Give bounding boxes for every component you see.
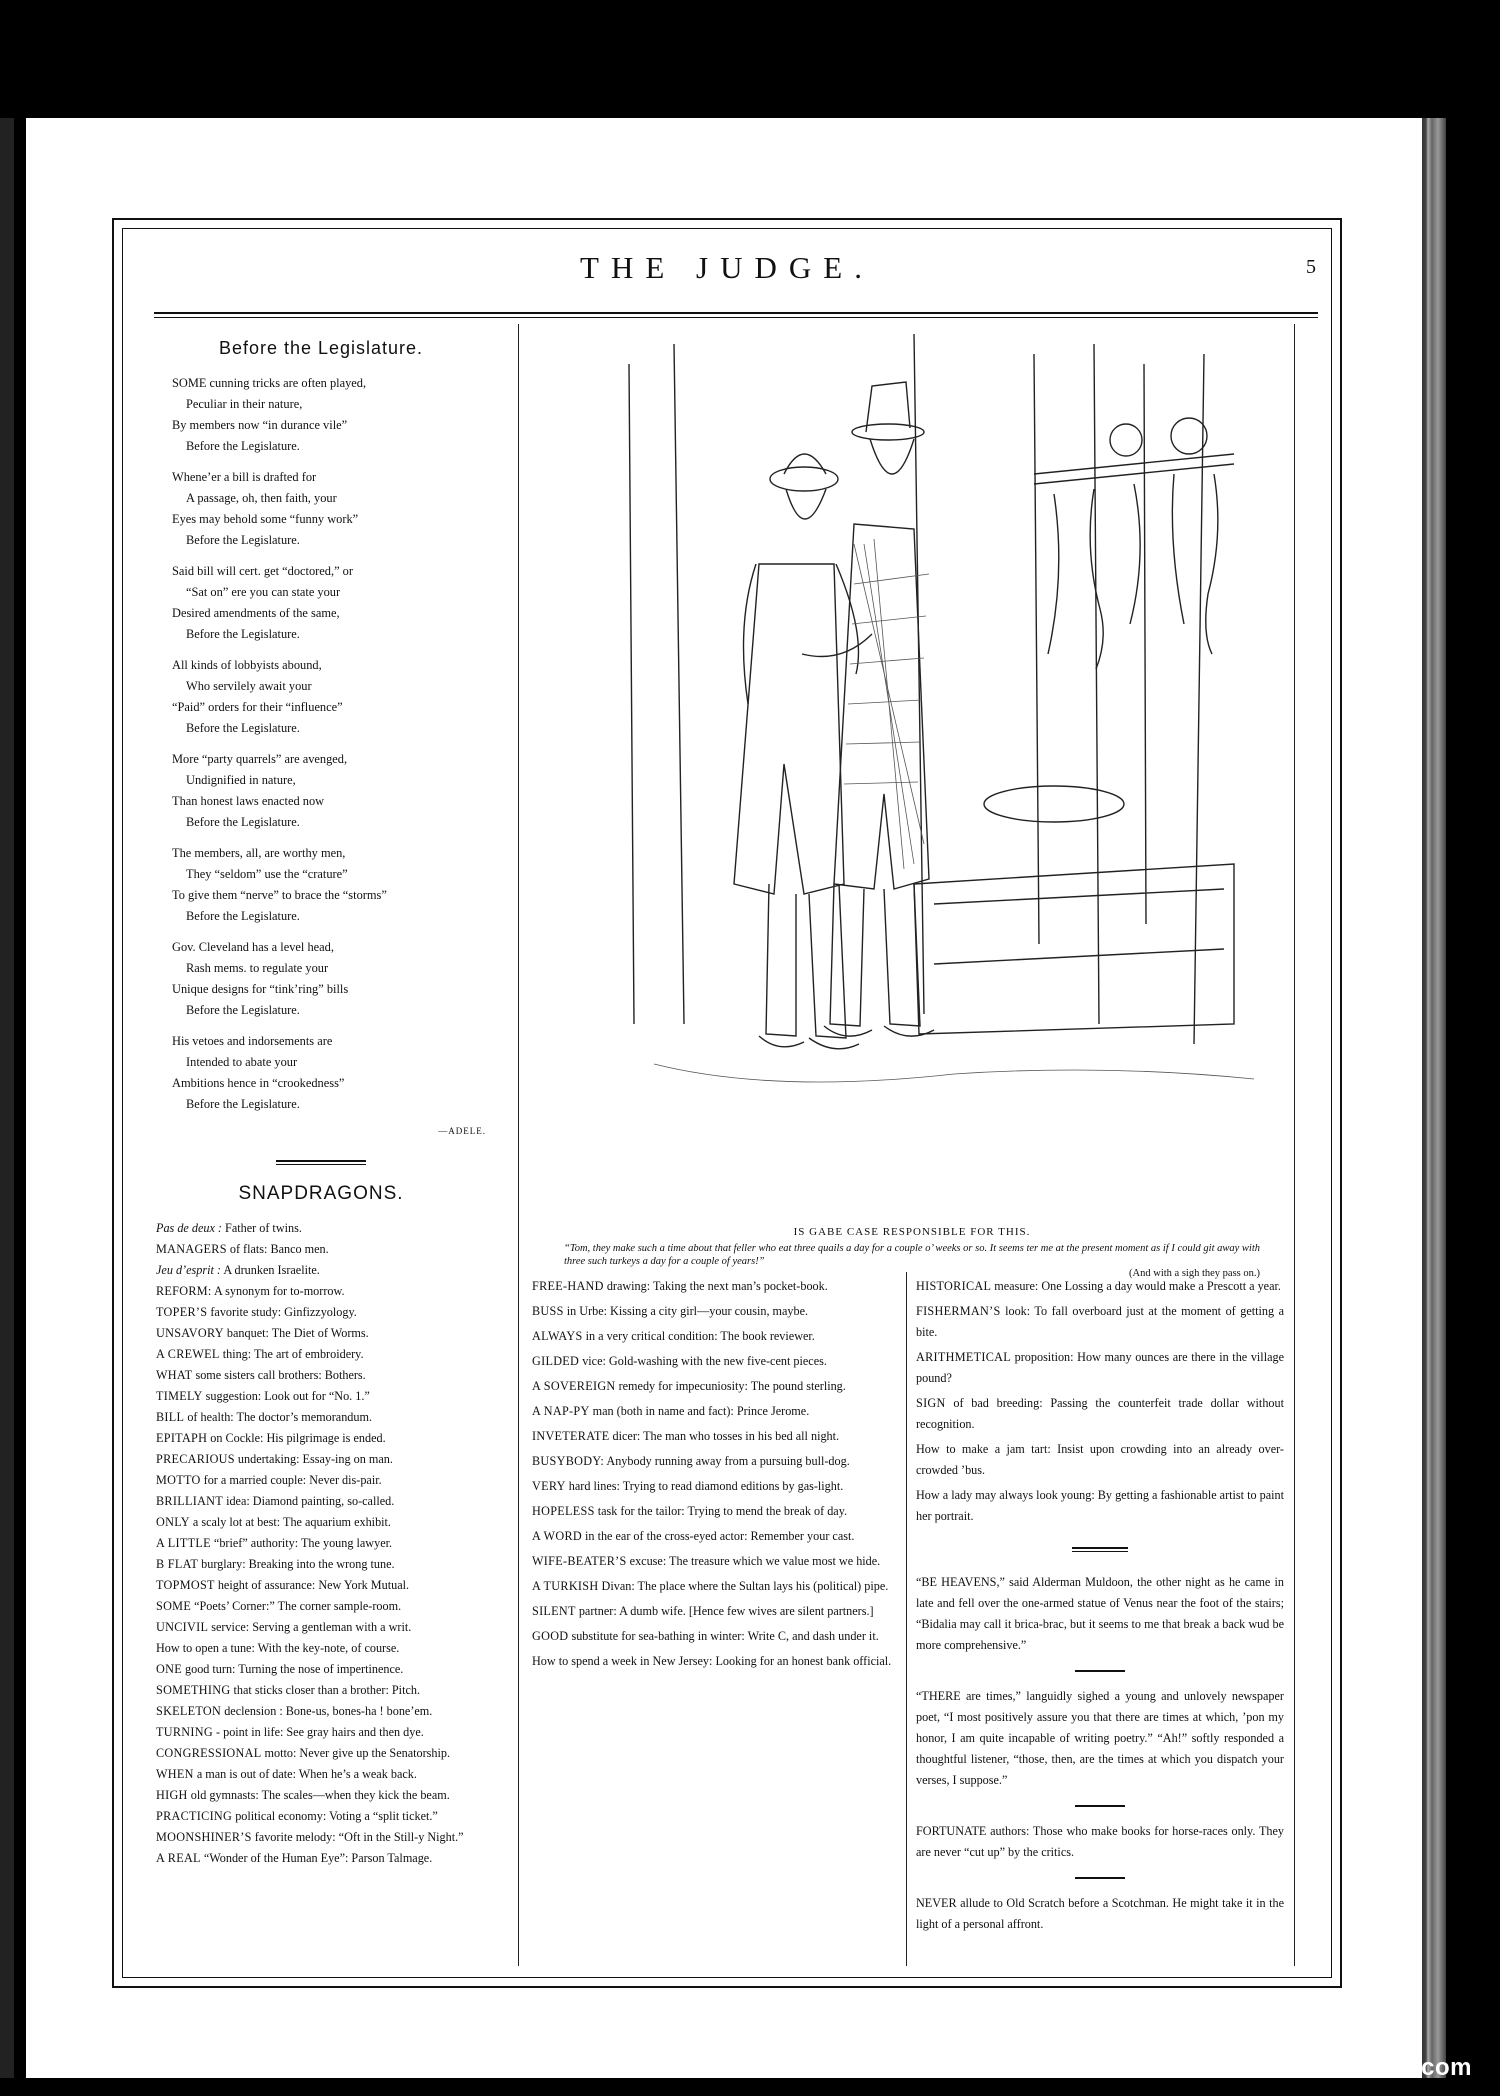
separator-rule xyxy=(1075,1805,1125,1807)
poem-line: More “party quarrels” are avenged, xyxy=(172,752,348,766)
joke-item xyxy=(532,1376,896,1397)
item-text: of flats: Banco men. xyxy=(226,1242,329,1256)
poem-line: Intended to abate your xyxy=(186,1055,298,1069)
item-lead: B FLAT xyxy=(156,1557,199,1571)
item-lead: ONE xyxy=(156,1662,182,1676)
item-lead: HISTORICAL xyxy=(916,1279,992,1293)
item-text: “Wonder of the Human Eye”: Parson Talmage. xyxy=(200,1851,433,1865)
middle-column xyxy=(532,1276,896,1676)
poem-line: Desired amendments of the same, xyxy=(172,606,340,620)
caption-title: IS GABE CASE RESPONSIBLE FOR THIS. xyxy=(793,1226,1031,1238)
poem-line: Peculiar in their nature, xyxy=(186,397,303,411)
item-text: idea: Diamond painting, so-called. xyxy=(223,1494,395,1508)
poem-line: All kinds of lobbyists abound, xyxy=(172,658,322,672)
joke-item xyxy=(156,1533,486,1554)
item-text: “brief” authority: The young lawyer. xyxy=(210,1536,393,1550)
item-text: in a very critical condition: The book reviewer. xyxy=(582,1329,815,1343)
item-lead: CONGRESSIONAL xyxy=(156,1746,262,1760)
poem-line: Before the Legislature. xyxy=(186,815,300,829)
poem-title: Before the Legislature. xyxy=(218,338,424,358)
item-text: old gymnasts: The scales—when they kick the beam. xyxy=(187,1788,450,1802)
joke-item xyxy=(156,1785,486,1806)
column-rule-2 xyxy=(906,1272,907,1966)
joke-item xyxy=(156,1554,486,1575)
item-lead: HOPELESS xyxy=(532,1504,595,1518)
item-lead: SKELETON xyxy=(156,1704,222,1718)
item-lead: TOPMOST xyxy=(156,1578,215,1592)
item-lead: PRACTICING xyxy=(156,1809,233,1823)
item-text: thing: The art of embroidery. xyxy=(219,1347,364,1361)
poem-line: His vetoes and indorsements are xyxy=(172,1034,333,1048)
joke-item xyxy=(156,1470,486,1491)
item-text: hard lines: Trying to read diamond editions by gas-light. xyxy=(565,1479,844,1493)
never-allude: NEVER allude to Old Scratch before a Scotchman. He might take it in the light of a personal affront. xyxy=(916,1896,1284,1931)
item-lead: SOMETHING xyxy=(156,1683,231,1697)
separator-rule xyxy=(276,1160,366,1165)
item-lead: SOME xyxy=(156,1599,192,1613)
item-text: political economy: Voting a “split ticket.” xyxy=(232,1809,438,1823)
item-text: measure: One Lossing a day would make a Prescott a year. xyxy=(991,1279,1281,1293)
joke-item xyxy=(156,1764,486,1785)
joke-item xyxy=(156,1281,486,1302)
item-lead: WHEN xyxy=(156,1767,194,1781)
joke-item xyxy=(916,1439,1284,1481)
joke-item xyxy=(156,1743,486,1764)
poem-line: Before the Legislature. xyxy=(186,909,300,923)
poem-line: Before the Legislature. xyxy=(186,439,300,453)
item-text: Father of twins. xyxy=(222,1221,302,1235)
joke-item xyxy=(156,1722,486,1743)
poem-stanza xyxy=(172,843,486,927)
item-lead: ONLY xyxy=(156,1515,190,1529)
item-lead: GOOD xyxy=(532,1629,569,1643)
joke-item xyxy=(156,1575,486,1596)
joke-item xyxy=(532,1301,896,1322)
item-lead: How xyxy=(916,1442,940,1456)
item-lead: WIFE-BEATER’S xyxy=(532,1554,627,1568)
poem-line: Rash mems. to regulate your xyxy=(186,961,329,975)
item-text: undertaking: Essay-ing on man. xyxy=(234,1452,393,1466)
poem-stanza xyxy=(172,561,486,645)
item-lead: UNSAVORY xyxy=(156,1326,224,1340)
joke-item xyxy=(156,1806,486,1827)
item-lead: How xyxy=(156,1641,180,1655)
item-text: a lady may always look young: By getting a fashionable artist to paint her portrait. xyxy=(916,1488,1284,1523)
joke-item xyxy=(156,1512,486,1533)
page-number: 5 xyxy=(1306,256,1316,278)
item-lead: Pas de deux : xyxy=(156,1221,222,1235)
item-text: declension : Bone-us, bones-ha ! bone’em. xyxy=(221,1704,433,1718)
joke-item xyxy=(156,1617,486,1638)
item-text: a man is out of date: When he’s a weak back. xyxy=(193,1767,417,1781)
item-lead: Jeu d’esprit : xyxy=(156,1263,221,1277)
item-text: in the ear of the cross-eyed actor: Remember your cast. xyxy=(582,1529,855,1543)
right-column xyxy=(916,1276,1284,1935)
poem-body xyxy=(156,373,486,1115)
item-lead: A SOVEREIGN xyxy=(532,1379,616,1393)
poem-line: Before the Legislature. xyxy=(186,721,300,735)
item-lead: HIGH xyxy=(156,1788,188,1802)
item-lead: UNCIVIL xyxy=(156,1620,209,1634)
item-text: task for the tailor: Trying to mend the break of day. xyxy=(594,1504,848,1518)
column-rule-right xyxy=(1294,324,1295,1966)
item-text: Divan: The place where the Sultan lays his (political) pipe. xyxy=(598,1579,889,1593)
separator-rule xyxy=(1075,1877,1125,1879)
joke-item xyxy=(916,1276,1284,1297)
joke-item xyxy=(532,1526,896,1547)
joke-item xyxy=(156,1491,486,1512)
snapdragons-list xyxy=(156,1218,486,1869)
joke-item xyxy=(156,1638,486,1659)
poem-line: Who servilely await your xyxy=(186,679,312,693)
joke-item xyxy=(156,1659,486,1680)
item-text: burglary: Breaking into the wrong tune. xyxy=(198,1557,395,1571)
masthead-title: THE JUDGE. xyxy=(580,250,874,285)
joke-item xyxy=(532,1551,896,1572)
joke-item xyxy=(156,1848,486,1869)
item-text: some sisters call brothers: Bothers. xyxy=(192,1368,366,1382)
item-text: A synonym for to-morrow. xyxy=(211,1284,345,1298)
joke-item xyxy=(916,1301,1284,1343)
poem-line: The members, all, are worthy men, xyxy=(172,846,346,860)
joke-item xyxy=(532,1276,896,1297)
muldoon-anecdote: “BE HEAVENS,” said Alderman Muldoon, the other night as he came in late and fell over the one-armed statue of Venus near the foot of the stairs; “Bidalia may call it brica-brac, but it seems to me that break a back wud be more comprehensive.” xyxy=(916,1575,1284,1652)
joke-item xyxy=(532,1326,896,1347)
joke-item xyxy=(156,1407,486,1428)
item-text: proposition: How many ounces are there in the village pound? xyxy=(916,1350,1284,1385)
snapdragons-title: SNAPDRAGONS. xyxy=(238,1183,404,1204)
joke-item xyxy=(156,1344,486,1365)
poem-line: Undignified in nature, xyxy=(186,773,296,787)
joke-item xyxy=(532,1451,896,1472)
item-text: to make a jam tart: Insist upon crowding into an already over-crowded ’bus. xyxy=(916,1442,1284,1477)
joke-item xyxy=(532,1426,896,1447)
item-lead: REFORM: xyxy=(156,1284,212,1298)
joke-item xyxy=(532,1501,896,1522)
item-text: of health: The doctor’s memorandum. xyxy=(184,1410,373,1424)
item-text: height of assurance: New York Mutual. xyxy=(214,1578,410,1592)
joke-item xyxy=(156,1701,486,1722)
item-text: for a married couple: Never dis-pair. xyxy=(200,1473,382,1487)
item-lead: ALWAYS xyxy=(532,1329,583,1343)
item-lead: INVETERATE xyxy=(532,1429,610,1443)
cartoon-caption xyxy=(534,1226,1290,1279)
joke-item xyxy=(156,1428,486,1449)
poem-line: Eyes may behold some “funny work” xyxy=(172,512,359,526)
poem-line: By members now “in durance vile” xyxy=(172,418,348,432)
item-text: vice: Gold-washing with the new five-cent pieces. xyxy=(579,1354,827,1368)
item-lead: FREE-HAND xyxy=(532,1279,604,1293)
item-lead: MOTTO xyxy=(156,1473,201,1487)
item-text: - point in life: See gray hairs and then dye. xyxy=(212,1725,424,1739)
item-text: partner: A dumb wife. [Hence few wives are silent partners.] xyxy=(575,1604,874,1618)
caption-aside: (And with a sigh they pass on.) xyxy=(1129,1268,1260,1279)
caption-quote: “Tom, they make such a time about that feller who eat three quails a day for a couple o’ weeks or so. It seems ter me at the present moment as if I could git away with three such turkeys a day for a couple of years!” xyxy=(564,1243,1260,1267)
joke-item xyxy=(156,1596,486,1617)
joke-item xyxy=(532,1351,896,1372)
item-lead: ARITHMETICAL xyxy=(916,1350,1011,1364)
left-column xyxy=(156,330,486,1869)
poem-stanza xyxy=(172,1031,486,1115)
poem-line: They “seldom” use the “crature” xyxy=(186,867,348,881)
poem-line: A passage, oh, then faith, your xyxy=(186,491,337,505)
poem-line: Unique designs for “tink’ring” bills xyxy=(172,982,349,996)
separator-rule xyxy=(1072,1547,1128,1552)
item-text: to open a tune: With the key-note, of course. xyxy=(179,1641,400,1655)
item-text: excuse: The treasure which we value most we hide. xyxy=(626,1554,881,1568)
item-text: to spend a week in New Jersey: Looking for an honest bank official. xyxy=(555,1654,892,1668)
item-lead: MANAGERS xyxy=(156,1242,227,1256)
item-text: A drunken Israelite. xyxy=(220,1263,320,1277)
joke-item xyxy=(916,1347,1284,1389)
joke-item xyxy=(156,1323,486,1344)
separator-rule xyxy=(1075,1670,1125,1672)
poet-anecdote: “THERE are times,” languidly sighed a young and unlovely newspaper poet, “I most positively assure you that there are times at which, ’pon my honor, I am quite incapable of writing poetry.” “Ah!” softly responded a thoughtful listener, “those, then, are the times at which you dispatch your verses, I suppose.” xyxy=(916,1689,1284,1787)
item-lead: How xyxy=(532,1654,556,1668)
left-page-edge xyxy=(0,118,14,2078)
item-text: banquet: The Diet of Worms. xyxy=(223,1326,369,1340)
poem-stanza xyxy=(172,467,486,551)
joke-item xyxy=(156,1680,486,1701)
cartoon-drawing xyxy=(534,324,1290,1104)
poem-stanza xyxy=(172,937,486,1021)
item-lead: WHAT xyxy=(156,1368,193,1382)
poem-line: Before the Legislature. xyxy=(186,1003,300,1017)
watermark-text: comicbooks.com xyxy=(1268,2054,1472,2081)
joke-item xyxy=(916,1393,1284,1435)
item-lead: TIMELY xyxy=(156,1389,203,1403)
item-text: good turn: Turning the nose of impertinence. xyxy=(181,1662,404,1676)
item-lead: VERY xyxy=(532,1479,566,1493)
item-text: look: To fall overboard just at the moment of getting a bite. xyxy=(916,1304,1284,1339)
item-text: a scaly lot at best: The aquarium exhibit. xyxy=(189,1515,391,1529)
item-text: favorite study: Ginfizzyology. xyxy=(207,1305,357,1319)
item-text: suggestion: Look out for “No. 1.” xyxy=(202,1389,370,1403)
poem-line: Before the Legislature. xyxy=(186,533,300,547)
right-column-items xyxy=(916,1276,1284,1527)
item-lead: BRILLIANT xyxy=(156,1494,224,1508)
page-frame xyxy=(112,218,1342,1988)
item-text: dicer: The man who tosses in his bed all night. xyxy=(609,1429,840,1443)
item-lead: SILENT xyxy=(532,1604,576,1618)
item-lead: TOPER’S xyxy=(156,1305,208,1319)
poem-signature: —ADELE. xyxy=(438,1126,486,1136)
item-text: on Cockle: His pilgrimage is ended. xyxy=(207,1431,386,1445)
joke-item xyxy=(916,1485,1284,1527)
poem-line: Before the Legislature. xyxy=(186,1097,300,1111)
item-text: Anybody running away from a pursuing bull-dog. xyxy=(604,1454,850,1468)
item-lead: A LITTLE xyxy=(156,1536,211,1550)
item-lead: TURNING xyxy=(156,1725,213,1739)
joke-item xyxy=(156,1239,486,1260)
item-lead: A NAP-PY xyxy=(532,1404,590,1418)
item-text: “Poets’ Corner:” The corner sample-room. xyxy=(191,1599,402,1613)
poem-line: Said bill will cert. get “doctored,” or xyxy=(172,564,353,578)
item-lead: A WORD xyxy=(532,1529,582,1543)
item-text: substitute for sea-bathing in winter: Write C, and dash under it. xyxy=(568,1629,879,1643)
poem-line: “Sat on” ere you can state your xyxy=(186,585,341,599)
item-lead: MOONSHINER’S xyxy=(156,1830,252,1844)
item-lead: How xyxy=(916,1488,940,1502)
item-lead: BUSYBODY: xyxy=(532,1454,605,1468)
item-lead: FISHERMAN’S xyxy=(916,1304,1001,1318)
poem-stanza xyxy=(172,655,486,739)
cartoon-illustration xyxy=(534,324,1290,1104)
joke-item xyxy=(156,1302,486,1323)
poem-line: Whene’er a bill is drafted for xyxy=(172,470,317,484)
poem-stanza xyxy=(172,373,486,457)
item-text: of bad breeding: Passing the counterfeit trade dollar without recognition. xyxy=(916,1396,1284,1431)
joke-item xyxy=(532,1476,896,1497)
joke-item xyxy=(156,1365,486,1386)
item-text: favorite melody: “Oft in the Still-y Night.” xyxy=(251,1830,464,1844)
poem-line: To give them “nerve” to brace the “storms” xyxy=(172,888,387,902)
item-lead: BUSS xyxy=(532,1304,564,1318)
item-lead: EPITAPH xyxy=(156,1431,208,1445)
item-text: remedy for impecuniosity: The pound sterling. xyxy=(615,1379,846,1393)
joke-item xyxy=(156,1827,486,1848)
right-page-edge xyxy=(1418,118,1446,2078)
poem-stanza xyxy=(172,749,486,833)
poem-line: “Paid” orders for their “influence” xyxy=(172,700,343,714)
item-text: drawing: Taking the next man’s pocket-book. xyxy=(603,1279,828,1293)
joke-item xyxy=(532,1401,896,1422)
joke-item xyxy=(532,1576,896,1597)
item-lead: A CREWEL xyxy=(156,1347,220,1361)
joke-item xyxy=(532,1601,896,1622)
joke-item xyxy=(156,1218,486,1239)
joke-item xyxy=(156,1386,486,1407)
poem-line: SOME cunning tricks are often played, xyxy=(172,376,367,390)
item-lead: GILDED xyxy=(532,1354,580,1368)
item-text: motto: Never give up the Senatorship. xyxy=(261,1746,451,1760)
joke-item xyxy=(532,1626,896,1647)
item-lead: A TURKISH xyxy=(532,1579,599,1593)
joke-item xyxy=(156,1449,486,1470)
poem-line: Gov. Cleveland has a level head, xyxy=(172,940,334,954)
item-text: that sticks closer than a brother: Pitch. xyxy=(230,1683,421,1697)
item-text: service: Serving a gentleman with a writ. xyxy=(208,1620,412,1634)
item-lead: SIGN xyxy=(916,1396,946,1410)
item-lead: PRECARIOUS xyxy=(156,1452,235,1466)
item-lead: A REAL xyxy=(156,1851,201,1865)
item-lead: BILL xyxy=(156,1410,185,1424)
fortunate-authors: FORTUNATE authors: Those who make books for horse-races only. They are never “cut up” by the critics. xyxy=(916,1824,1284,1859)
masthead-rule xyxy=(154,312,1318,318)
poem-line: Before the Legislature. xyxy=(186,627,300,641)
item-text: man (both in name and fact): Prince Jerome. xyxy=(589,1404,810,1418)
item-text: in Urbe: Kissing a city girl—your cousin, maybe. xyxy=(563,1304,809,1318)
joke-item xyxy=(532,1651,896,1672)
poem-line: Ambitions hence in “crookedness” xyxy=(172,1076,345,1090)
poem-line: Than honest laws enacted now xyxy=(172,794,325,808)
joke-item xyxy=(156,1260,486,1281)
column-rule-1 xyxy=(518,324,519,1966)
